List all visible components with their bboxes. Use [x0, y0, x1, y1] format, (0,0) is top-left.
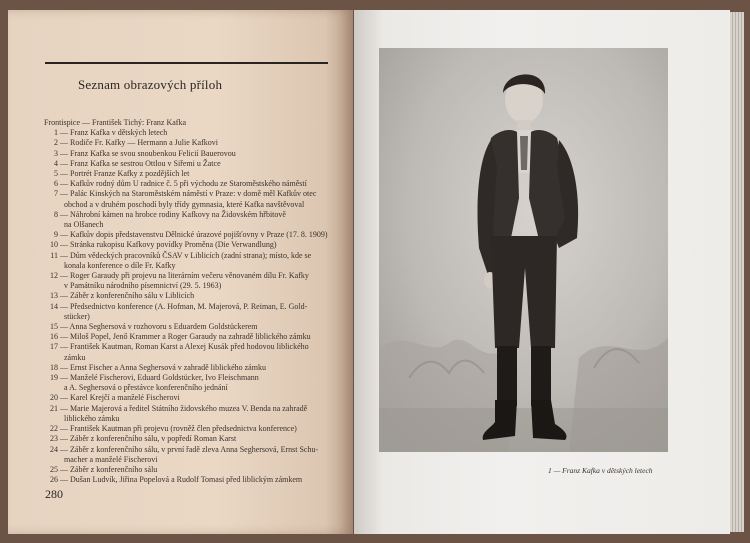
entry-text: — Kafkův rodný dům U radnice č. 5 při východu ze Staroměstského náměstí	[60, 179, 307, 189]
entry-text: — Karel Krejčí a manželé Fischerovi	[60, 393, 180, 403]
entry-text: — Portrét Franze Kafky z pozdějších let	[60, 169, 190, 179]
list-entry	[44, 414, 334, 424]
entry-number: 20	[50, 393, 58, 403]
entry-text: — Dům vědeckých pracovníků ČSAV v Liblicích (zadní strana); místo, kde se	[60, 250, 312, 260]
list-entry	[44, 312, 334, 322]
list-entry	[44, 230, 334, 240]
entry-text: — Roger Garaudy při projevu na literárním večeru věnovaném dílu Fr. Kafky	[60, 271, 309, 281]
list-entry	[44, 465, 334, 475]
entry-number: 4	[54, 158, 58, 168]
entry-text: — Stránka rukopisu Kafkovy povídky Proměna (Die Verwandlung)	[60, 240, 277, 250]
entry-text: — František Tichý: Franz Kafka	[82, 118, 186, 127]
entry-number: 13	[50, 291, 58, 301]
entry-number: 16	[50, 332, 58, 342]
list-entry	[44, 383, 334, 393]
list-entry	[44, 322, 334, 332]
entry-number: 7	[54, 189, 58, 199]
list-entry	[44, 210, 334, 220]
entry-text: — Miloš Popel, Jenő Krammer a Roger Garaudy na zahradě liblického zámku	[60, 332, 311, 342]
entry-text: — Marie Majerová a ředitel Státního židovského muzea V. Benda na zahradě	[60, 403, 308, 413]
list-entry	[44, 393, 334, 403]
entry-text: — Dušan Ludvík, Jiřina Popelová a Rudolf Tomasi před liblickým zámkem	[60, 475, 303, 485]
entry-number: 8	[54, 209, 58, 219]
heading-rule	[45, 62, 328, 64]
list-entry	[44, 332, 334, 342]
list-entry	[44, 353, 334, 363]
entry-text: — Palác Kinských na Staroměstském náměstí v Praze: v domě měl Kafkův otec	[60, 189, 317, 199]
entry-number: 12	[50, 271, 58, 281]
entry-number: 19	[50, 373, 58, 383]
entry-number: 5	[54, 169, 58, 179]
entry-number: 25	[50, 464, 58, 474]
list-entry	[44, 445, 334, 455]
entry-number: 24	[50, 444, 58, 454]
entry-text: — Předsednictvo konference (A. Hofman, M. Majerová, P. Reiman, E. Gold-	[60, 301, 308, 311]
list-entry	[44, 240, 334, 250]
entry-number: 18	[50, 362, 58, 372]
list-entry	[44, 149, 334, 159]
entry-number: 26	[50, 475, 58, 485]
entry-text: — Záběr z konferenčního sálu	[60, 464, 158, 474]
entry-text: zámku	[64, 352, 86, 362]
list-entry	[44, 261, 334, 271]
entry-number: 3	[54, 148, 58, 158]
list-entry	[44, 291, 334, 301]
entry-number: 17	[50, 342, 58, 352]
entry-text: — Franz Kafka se sestrou Ottlou v Siřemi u Žatce	[60, 158, 221, 168]
entry-number: 1	[54, 128, 58, 138]
entry-number: 9	[54, 230, 58, 240]
entry-text: — Franz Kafka v dětských letech	[60, 128, 168, 138]
illustration-list	[44, 118, 334, 485]
page-number: 280	[45, 487, 63, 501]
entry-number: 22	[50, 424, 58, 434]
entry-text: konala konference o díle Fr. Kafky	[64, 260, 176, 270]
entry-number: Frontispice	[44, 118, 80, 127]
entry-text: — Ernst Fischer a Anna Seghersová v zahradě liblického zámku	[60, 362, 266, 372]
entry-text: na Olšanech	[64, 220, 104, 230]
entry-number: 15	[50, 322, 58, 332]
list-entry	[44, 118, 334, 128]
list-entry	[44, 281, 334, 291]
list-entry	[44, 475, 334, 485]
entry-number: 11	[50, 250, 58, 260]
entry-number: 2	[54, 138, 58, 148]
entry-text: stücker)	[64, 311, 90, 321]
list-entry	[44, 159, 334, 169]
list-entry	[44, 271, 334, 281]
portrait-photo	[379, 48, 668, 452]
list-entry	[44, 434, 334, 444]
entry-text: — Záběr z konferenčního sálu, v první řadě zleva Anna Seghersová, Ernst Schu-	[60, 444, 319, 454]
list-heading: Seznam obrazových příloh	[78, 77, 223, 92]
list-entry	[44, 138, 334, 148]
list-entry	[44, 404, 334, 414]
entry-number: 23	[50, 434, 58, 444]
list-entry	[44, 128, 334, 138]
photo-caption: 1 — Franz Kafka v dětských letech	[548, 466, 653, 475]
list-entry	[44, 373, 334, 383]
list-entry	[44, 302, 334, 312]
entry-text: — Náhrobní kámen na hrobce rodiny Kafkovy na Židovském hřbitově	[60, 209, 286, 219]
entry-number: 10	[50, 240, 58, 250]
list-entry	[44, 251, 334, 261]
entry-text: — Franz Kafka se svou snoubenkou Felicií Bauerovou	[60, 148, 236, 158]
list-entry	[44, 179, 334, 189]
entry-text: — Anna Seghersová v rozhovoru s Eduardem Goldstückerem	[60, 322, 258, 332]
entry-text: macher a manželé Fischerovi	[64, 454, 158, 464]
entry-number: 6	[54, 179, 58, 189]
entry-text: v Památníku národního písemnictví (29. 5. 1963)	[64, 281, 222, 291]
list-entry	[44, 455, 334, 465]
entry-text: a A. Seghersová o přestávce konferenčního jednání	[64, 383, 228, 393]
list-entry	[44, 424, 334, 434]
entry-number: 14	[50, 301, 58, 311]
list-entry	[44, 189, 334, 199]
entry-text: — František Kautman, Roman Karst a Alexej Kusák před hodovou liblického	[60, 342, 309, 352]
page-edges	[730, 12, 744, 532]
list-entry	[44, 363, 334, 373]
entry-text: — Kafkův dopis představenstvu Dělnické úrazové pojišťovny v Praze (17. 8. 1909)	[60, 230, 328, 240]
entry-text: — Manželé Fischerovi, Eduard Goldstücker, Ivo Fleischmann	[60, 373, 259, 383]
list-entry	[44, 169, 334, 179]
entry-text: — Rodiče Fr. Kafky — Hermann a Julie Kafkovi	[60, 138, 218, 148]
list-entry	[44, 200, 334, 210]
entry-text: obchod a v druhém poschodí byly třídy gymnasia, které Kafka navštěvoval	[64, 199, 305, 209]
entry-text: liblického zámku	[64, 413, 120, 423]
entry-number: 21	[50, 403, 58, 413]
list-entry	[44, 220, 334, 230]
entry-text: — Záběr z konferenčního sálu v Liblicích	[60, 291, 195, 301]
entry-text: — František Kautman při projevu (rovněž člen předsednictva konference)	[60, 424, 297, 434]
list-entry	[44, 342, 334, 352]
boy-portrait-image	[379, 48, 668, 452]
entry-text: — Záběr z konferenčního sálu, v popředí Roman Karst	[60, 434, 237, 444]
